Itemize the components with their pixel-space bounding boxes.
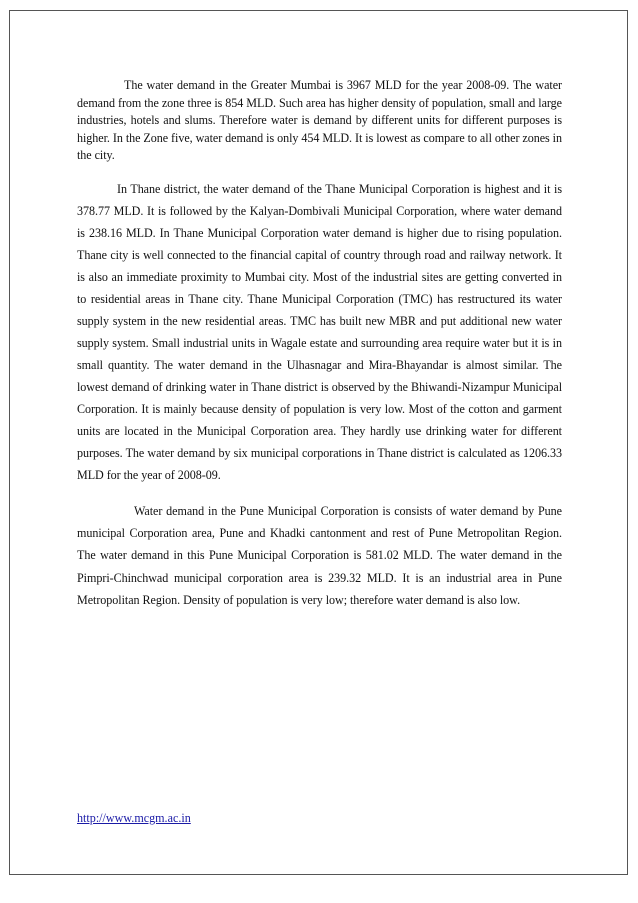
- paragraph-pune: Water demand in the Pune Municipal Corporation is consists of water demand by Pune municipal Corporation area, Pune and Khadki cantonment and rest of Pune Metropolitan Region. The water demand in this Pune Municipal Corporation is 581.02 MLD. The water demand in the Pimpri-Chinchwad municipal corporation area is 239.32 MLD. It is an industrial area in Pune Metropolitan Region. Density of population is very low; therefore water demand is also low.: [77, 503, 562, 607]
- footer-source-link[interactable]: http://www.mcgm.ac.in: [77, 811, 191, 825]
- paragraph-thane-district: In Thane district, the water demand of the Thane Municipal Corporation is highest and it is 378.77 MLD. It is followed by the Kalyan-Dombivali Municipal Corporation, where water demand is 238.16 MLD. In Thane Municipal Corporation water demand is higher due to rising population. Thane city is well connected to the financial capital of country through road and railway network. It is also an immediate proximity to Mumbai city. Most of the industrial sites are getting converted in to residential areas in Thane city. Thane Municipal Corporation (TMC) has restructured its water supply system in the new residential areas. TMC has built new MBR and put additional new water supply system. Small industrial units in Wagale estate and surrounding area require water but it is in small quantity. The water demand in the Ulhasnagar and Mira-Bhayandar is almost similar. The lowest demand of drinking water in Thane district is observed by the Bhiwandi-Nizampur Municipal Corporation. It is mainly because density of population is very low. Most of the cotton and garment units are located in the Municipal Corporation area. They hardly use drinking water for different purposes. The water demand by six municipal corporations in Thane district is calculated as 1206.33 MLD for the year of 2008-09.: [77, 181, 562, 482]
- document-body: [77, 77, 562, 611]
- paragraph-greater-mumbai: The water demand in the Greater Mumbai is 3967 MLD for the year 2008-09. The water demand from the zone three is 854 MLD. Such area has higher density of population, small and large industries, hotels and slums. Therefore water is demand by different units for different purposes is higher. In the Zone five, water demand is only 454 MLD. It is lowest as compare to all other zones in the city.: [77, 78, 562, 163]
